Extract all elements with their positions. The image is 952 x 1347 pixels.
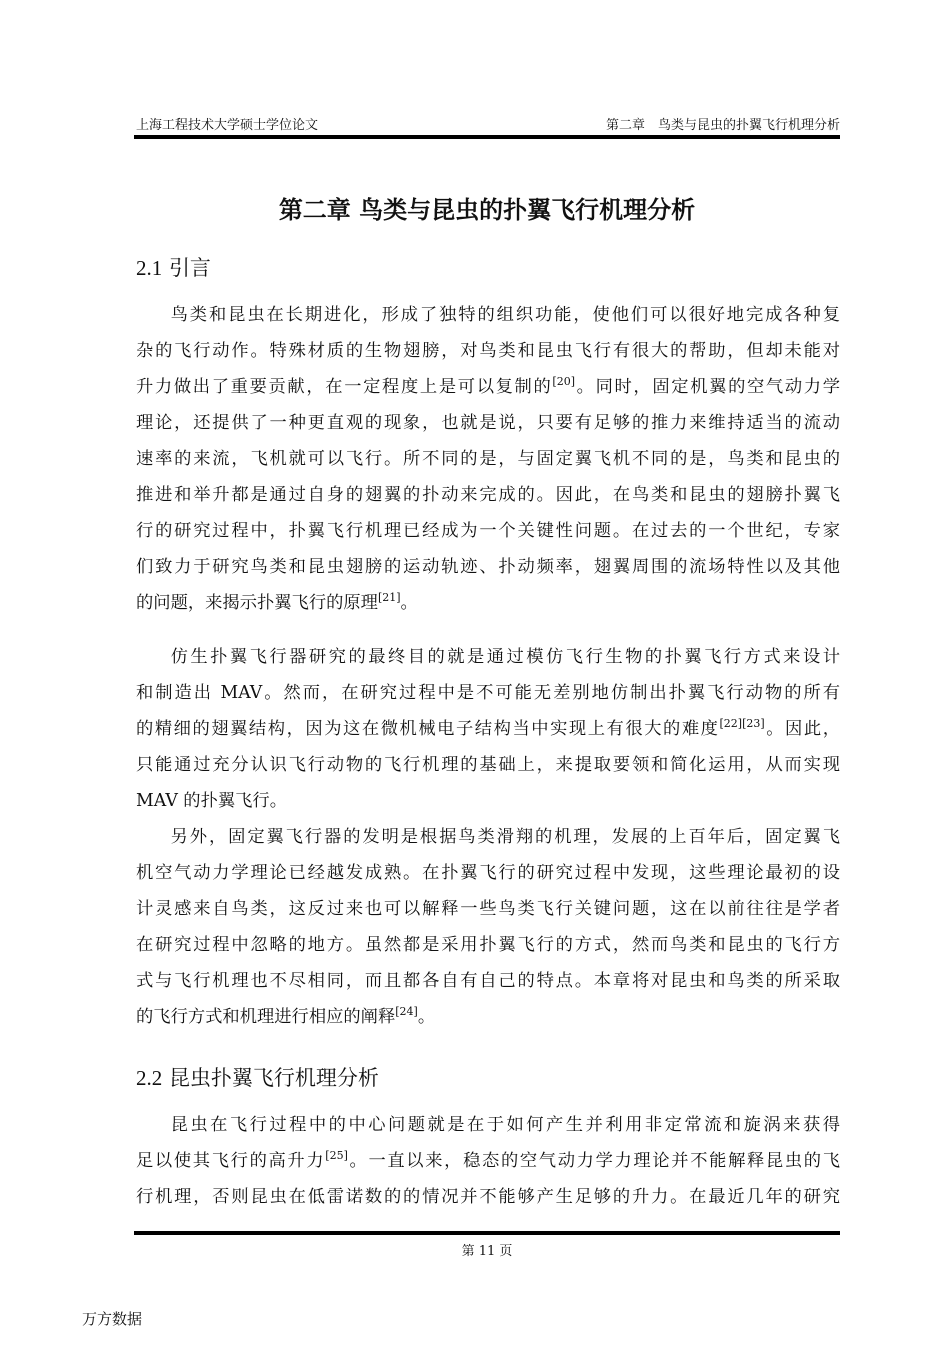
text-line: 只能通过充分认识飞行动物的飞行机理的基础上，来提取要领和简化运用，从而实现 [136,755,840,775]
section-title: 引言 [168,256,211,280]
paragraph-2 [136,639,840,819]
citation: [21] [377,591,401,605]
text-line: 和制造出 MAV。然而，在研究过程中是不可能无差别地仿制出扑翼飞行动物的所有 [136,683,840,703]
text-line: 理论，还提供了一种更直观的现象，也就是说，只要有足够的推力来维持适当的流动 [136,413,840,433]
chapter-title: 第二章 鸟类与昆虫的扑翼飞行机理分析 [278,196,696,224]
paragraph-3 [136,819,840,1035]
text-line: 推进和举升都是通过自身的翅翼的扑动来完成的。因此，在鸟类和昆虫的翅膀扑翼飞 [136,485,840,505]
citation: [22] [719,717,743,731]
text-line: 在研究过程中忽略的地方。虽然都是采用扑翼飞行的方式，然而鸟类和昆虫的飞行方 [136,935,840,955]
text-line: 式与飞行机理也不尽相同，而且都各自有自己的特点。本章将对昆虫和鸟类的所采取 [136,971,840,991]
text-line: 昆虫在飞行过程中的中心问题就是在于如何产生并利用非定常流和旋涡来获得 [170,1115,840,1135]
text-line: 的问题，来揭示扑翼飞行的原理[21]。 [136,591,418,613]
text-line: 仿生扑翼飞行器研究的最终目的就是通过模仿飞行生物的扑翼飞行方式来设计 [170,647,840,667]
header-rule [134,135,840,139]
section-title: 昆虫扑翼飞行机理分析 [168,1066,379,1090]
text-line: 升力做出了重要贡献，在一定程度上是可以复制的[20]。同时，固定机翼的空气动力学 [136,375,840,397]
text-line: 的飞行方式和机理进行相应的阐释[24]。 [136,1005,436,1027]
header-thesis-title: 上海工程技术大学硕士学位论文 [136,118,319,133]
text-line: 鸟类和昆虫在长期进化，形成了独特的组织功能，使他们可以很好地完成各种复 [170,305,840,325]
section-heading-insect-flight [136,1062,379,1092]
page-number: 第 11 页 [461,1244,513,1259]
section-number: 2.1 [136,256,163,280]
text-line: 杂的飞行动作。特殊材质的生物翅膀，对鸟类和昆虫飞行有很大的帮助，但却未能对 [136,341,840,361]
text-line: 机空气动力学理论已经越发成熟。在扑翼飞行的研究过程中发现，这些理论最初的设 [136,863,840,883]
citation: [20] [552,375,575,389]
citation: [23] [742,717,765,731]
text-line: MAV 的扑翼飞行。 [136,791,287,811]
text-line: 足以使其飞行的高升力[25]。一直以来，稳态的空气动力学力理论并不能解释昆虫的飞 [136,1149,840,1171]
footer-rule [134,1231,840,1235]
paragraph-4 [136,1107,840,1215]
paragraph-1 [136,297,840,621]
text-line: 计灵感来自鸟类，这反过来也可以解释一些鸟类飞行关键问题，这在以前往往是学者 [136,899,840,919]
text-line: 速率的来流，飞机就可以飞行。所不同的是，与固定翼飞机不同的是，鸟类和昆虫的 [136,449,840,469]
source-watermark: 万方数据 [82,1310,143,1328]
section-number: 2.2 [136,1066,163,1090]
text-line: 们致力于研究鸟类和昆虫翅膀的运动轨迹、扑动频率，翅翼周围的流场特性以及其他 [136,557,840,577]
text-line: 的精细的翅翼结构，因为这在微机械电子结构当中实现上有很大的难度[22][23]。因此， [136,717,840,739]
header-chapter-title: 第二章 鸟类与昆虫的扑翼飞行机理分析 [605,118,840,133]
text-line: 另外，固定翼飞行器的发明是根据鸟类滑翔的机理，发展的上百年后，固定翼飞 [170,827,840,847]
citation: [24] [395,1005,418,1019]
citation: [25] [325,1149,348,1163]
text-line: 行的研究过程中，扑翼飞行机理已经成为一个关键性问题。在过去的一个世纪，专家 [136,521,840,541]
running-header [136,114,840,133]
text-line: 行机理，否则昆虫在低雷诺数的的情况并不能够产生足够的升力。在最近几年的研究 [136,1187,840,1207]
section-heading-intro [136,252,211,282]
